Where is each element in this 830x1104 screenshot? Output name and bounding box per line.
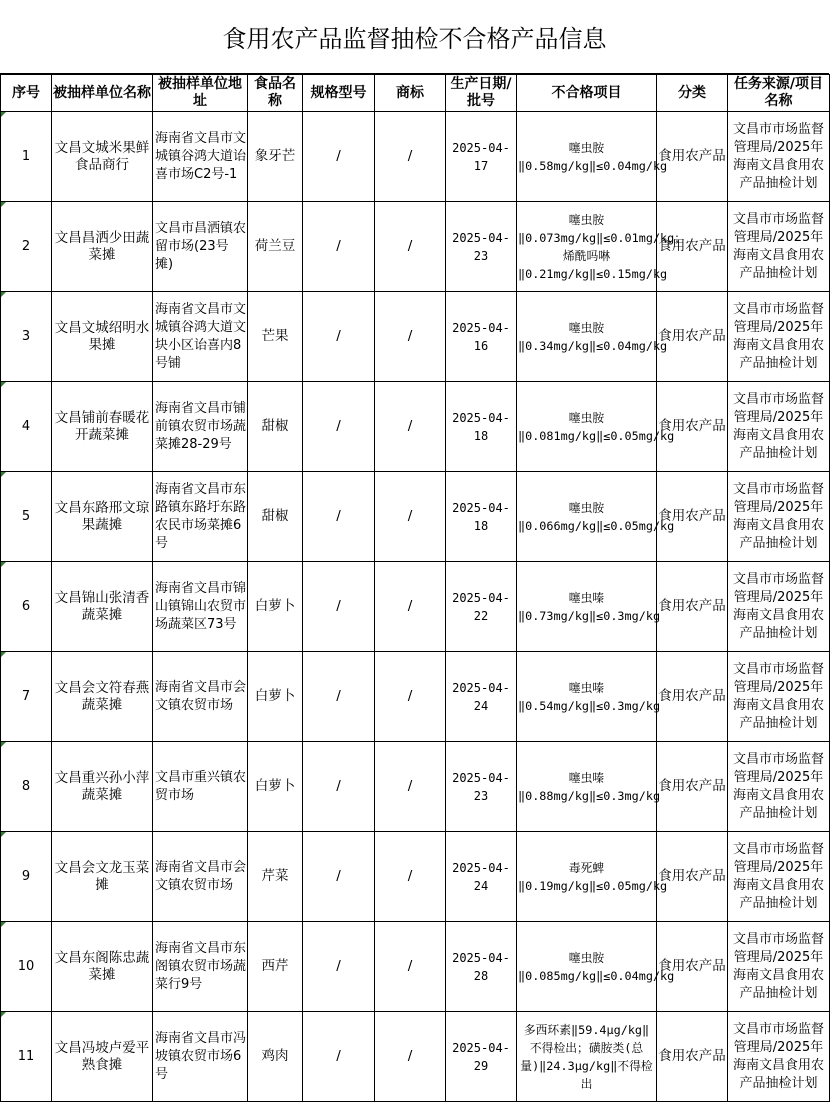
cell-brand[interactable]: / [375, 562, 446, 652]
cell-date[interactable]: 2025-04-18 [446, 472, 517, 562]
cell-unit-address[interactable]: 海南省文昌市东阁镇农贸市场蔬菜行9号 [153, 922, 248, 1012]
cell-spec[interactable]: / [303, 1012, 375, 1102]
cell-seq[interactable]: 1 [1, 112, 52, 202]
cell-fail-item[interactable]: 多西环素‖59.4μg/kg‖不得检出；磺胺类(总量)‖24.3μg/kg‖不得检出 [517, 1012, 657, 1102]
cell-category[interactable]: 食用农产品 [657, 832, 728, 922]
header-seq[interactable]: 序号 [1, 75, 52, 112]
cell-fail-item[interactable]: 噻虫胺‖0.073mg/kg‖≤0.01mg/kg；烯酰吗啉‖0.21mg/kg‖≤0.15mg/kg [517, 202, 657, 292]
cell-fail-item[interactable]: 噻虫胺‖0.085mg/kg‖≤0.04mg/kg [517, 922, 657, 1012]
cell-brand[interactable]: / [375, 112, 446, 202]
nonconforming-products-table [0, 74, 830, 1102]
cell-date[interactable]: 2025-04-22 [446, 562, 517, 652]
cell-food-name[interactable]: 白萝卜 [248, 562, 303, 652]
cell-date[interactable]: 2025-04-17 [446, 112, 517, 202]
cell-spec[interactable]: / [303, 202, 375, 292]
cell-category[interactable]: 食用农产品 [657, 1012, 728, 1102]
cell-unit-name[interactable]: 文昌冯坡卢爱平熟食摊 [52, 1012, 153, 1102]
cell-category[interactable]: 食用农产品 [657, 202, 728, 292]
cell-brand[interactable]: / [375, 1012, 446, 1102]
cell-category[interactable]: 食用农产品 [657, 112, 728, 202]
header-date[interactable]: 生产日期/批号 [446, 75, 517, 112]
cell-task[interactable]: 文昌市市场监督管理局/2025年海南文昌食用农产品抽检计划 [728, 202, 830, 292]
cell-brand[interactable]: / [375, 382, 446, 472]
cell-category[interactable]: 食用农产品 [657, 742, 728, 832]
cell-seq[interactable]: 5 [1, 472, 52, 562]
cell-seq[interactable]: 3 [1, 292, 52, 382]
cell-brand[interactable]: / [375, 922, 446, 1012]
cell-brand[interactable]: / [375, 292, 446, 382]
cell-task[interactable]: 文昌市市场监督管理局/2025年海南文昌食用农产品抽检计划 [728, 832, 830, 922]
cell-category[interactable]: 食用农产品 [657, 382, 728, 472]
cell-task[interactable]: 文昌市市场监督管理局/2025年海南文昌食用农产品抽检计划 [728, 1012, 830, 1102]
cell-food-name[interactable]: 白萝卜 [248, 652, 303, 742]
cell-task[interactable]: 文昌市市场监督管理局/2025年海南文昌食用农产品抽检计划 [728, 112, 830, 202]
cell-unit-name[interactable]: 文昌会文龙玉菜摊 [52, 832, 153, 922]
cell-food-name[interactable]: 芹菜 [248, 832, 303, 922]
cell-date[interactable]: 2025-04-29 [446, 1012, 517, 1102]
cell-food-name[interactable]: 荷兰豆 [248, 202, 303, 292]
cell-unit-name[interactable]: 文昌文城米果鲜食品商行 [52, 112, 153, 202]
header-unit-address[interactable]: 被抽样单位地址 [153, 75, 248, 112]
cell-unit-address[interactable]: 海南省文昌市冯坡镇农贸市场6号 [153, 1012, 248, 1102]
table-row [1, 562, 830, 652]
cell-unit-name[interactable]: 文昌东阁陈忠蔬菜摊 [52, 922, 153, 1012]
cell-category[interactable]: 食用农产品 [657, 472, 728, 562]
cell-food-name[interactable]: 白萝卜 [248, 742, 303, 832]
cell-seq[interactable]: 2 [1, 202, 52, 292]
header-unit-name[interactable]: 被抽样单位名称 [52, 75, 153, 112]
header-fail-item[interactable]: 不合格项目 [517, 75, 657, 112]
cell-date[interactable]: 2025-04-18 [446, 382, 517, 472]
table-row [1, 922, 830, 1012]
cell-spec[interactable]: / [303, 922, 375, 1012]
table-row [1, 112, 830, 202]
cell-date[interactable]: 2025-04-23 [446, 202, 517, 292]
table-body [1, 112, 830, 1102]
cell-unit-address[interactable]: 文昌市昌洒镇农留市场(23号摊) [153, 202, 248, 292]
cell-task[interactable]: 文昌市市场监督管理局/2025年海南文昌食用农产品抽检计划 [728, 922, 830, 1012]
cell-unit-address[interactable]: 海南省文昌市东路镇东路圩东路农民市场菜摊6号 [153, 472, 248, 562]
cell-seq[interactable]: 6 [1, 562, 52, 652]
cell-unit-address[interactable]: 海南省文昌市铺前镇农贸市场蔬菜摊28-29号 [153, 382, 248, 472]
cell-fail-item[interactable]: 噻虫胺‖0.34mg/kg‖≤0.04mg/kg [517, 292, 657, 382]
cell-unit-address[interactable]: 海南省文昌市会文镇农贸市场 [153, 652, 248, 742]
cell-unit-name[interactable]: 文昌重兴孙小萍蔬菜摊 [52, 742, 153, 832]
cell-food-name[interactable]: 西芹 [248, 922, 303, 1012]
cell-seq[interactable]: 8 [1, 742, 52, 832]
cell-seq[interactable]: 4 [1, 382, 52, 472]
cell-unit-address[interactable]: 海南省文昌市文城镇谷鸿大道诒喜市场C2号-1 [153, 112, 248, 202]
header-category[interactable]: 分类 [657, 75, 728, 112]
cell-task[interactable]: 文昌市市场监督管理局/2025年海南文昌食用农产品抽检计划 [728, 742, 830, 832]
cell-fail-item[interactable]: 噻虫胺‖0.066mg/kg‖≤0.05mg/kg [517, 472, 657, 562]
document-title: 食用农产品监督抽检不合格产品信息 [0, 0, 829, 74]
cell-category[interactable]: 食用农产品 [657, 652, 728, 742]
cell-unit-name[interactable]: 文昌文城绍明水果摊 [52, 292, 153, 382]
cell-task[interactable]: 文昌市市场监督管理局/2025年海南文昌食用农产品抽检计划 [728, 292, 830, 382]
cell-fail-item[interactable]: 噻虫嗪‖0.88mg/kg‖≤0.3mg/kg [517, 742, 657, 832]
cell-task[interactable]: 文昌市市场监督管理局/2025年海南文昌食用农产品抽检计划 [728, 472, 830, 562]
cell-spec[interactable]: / [303, 292, 375, 382]
table-row [1, 832, 830, 922]
table-row [1, 652, 830, 742]
cell-food-name[interactable]: 芒果 [248, 292, 303, 382]
cell-unit-address[interactable]: 海南省文昌市会文镇农贸市场 [153, 832, 248, 922]
cell-brand[interactable]: / [375, 202, 446, 292]
cell-date[interactable]: 2025-04-24 [446, 652, 517, 742]
cell-fail-item[interactable]: 噻虫胺‖0.081mg/kg‖≤0.05mg/kg [517, 382, 657, 472]
cell-task[interactable]: 文昌市市场监督管理局/2025年海南文昌食用农产品抽检计划 [728, 562, 830, 652]
table-row [1, 472, 830, 562]
cell-seq[interactable]: 11 [1, 1012, 52, 1102]
cell-spec[interactable]: / [303, 112, 375, 202]
cell-category[interactable]: 食用农产品 [657, 562, 728, 652]
cell-unit-name[interactable]: 文昌昌洒少田蔬菜摊 [52, 202, 153, 292]
header-task[interactable]: 任务来源/项目名称 [728, 75, 830, 112]
cell-category[interactable]: 食用农产品 [657, 292, 728, 382]
table-row [1, 292, 830, 382]
cell-spec[interactable]: / [303, 832, 375, 922]
cell-seq[interactable]: 7 [1, 652, 52, 742]
table-row [1, 202, 830, 292]
cell-brand[interactable]: / [375, 832, 446, 922]
table-row [1, 1012, 830, 1102]
cell-unit-name[interactable]: 文昌铺前春暖花开蔬菜摊 [52, 382, 153, 472]
cell-spec[interactable]: / [303, 382, 375, 472]
cell-unit-address[interactable]: 海南省文昌市文城镇谷鸿大道文块小区诒喜内8号铺 [153, 292, 248, 382]
header-brand[interactable]: 商标 [375, 75, 446, 112]
cell-brand[interactable]: / [375, 742, 446, 832]
cell-food-name[interactable]: 甜椒 [248, 382, 303, 472]
cell-spec[interactable]: / [303, 742, 375, 832]
cell-food-name[interactable]: 象牙芒 [248, 112, 303, 202]
cell-task[interactable]: 文昌市市场监督管理局/2025年海南文昌食用农产品抽检计划 [728, 382, 830, 472]
cell-unit-address[interactable]: 文昌市重兴镇农贸市场 [153, 742, 248, 832]
table-row [1, 382, 830, 472]
cell-date[interactable]: 2025-04-16 [446, 292, 517, 382]
header-spec[interactable]: 规格型号 [303, 75, 375, 112]
table-row [1, 742, 830, 832]
cell-unit-name[interactable]: 文昌会文符春燕蔬菜摊 [52, 652, 153, 742]
cell-fail-item[interactable]: 噻虫嗪‖0.73mg/kg‖≤0.3mg/kg [517, 562, 657, 652]
cell-brand[interactable]: / [375, 652, 446, 742]
cell-food-name[interactable]: 甜椒 [248, 472, 303, 562]
cell-task[interactable]: 文昌市市场监督管理局/2025年海南文昌食用农产品抽检计划 [728, 652, 830, 742]
cell-spec[interactable]: / [303, 652, 375, 742]
cell-unit-name[interactable]: 文昌锦山张清香蔬菜摊 [52, 562, 153, 652]
cell-fail-item[interactable]: 噻虫胺‖0.58mg/kg‖≤0.04mg/kg [517, 112, 657, 202]
cell-seq[interactable]: 9 [1, 832, 52, 922]
cell-category[interactable]: 食用农产品 [657, 922, 728, 1012]
cell-date[interactable]: 2025-04-28 [446, 922, 517, 1012]
cell-seq[interactable]: 10 [1, 922, 52, 1012]
cell-brand[interactable]: / [375, 472, 446, 562]
cell-date[interactable]: 2025-04-23 [446, 742, 517, 832]
header-food-name[interactable]: 食品名称 [248, 75, 303, 112]
cell-fail-item[interactable]: 噻虫嗪‖0.54mg/kg‖≤0.3mg/kg [517, 652, 657, 742]
cell-spec[interactable]: / [303, 472, 375, 562]
header-row [1, 75, 830, 112]
cell-unit-name[interactable]: 文昌东路邢文琼果蔬摊 [52, 472, 153, 562]
cell-fail-item[interactable]: 毒死蜱‖0.19mg/kg‖≤0.05mg/kg [517, 832, 657, 922]
cell-date[interactable]: 2025-04-24 [446, 832, 517, 922]
cell-food-name[interactable]: 鸡肉 [248, 1012, 303, 1102]
cell-spec[interactable]: / [303, 562, 375, 652]
cell-unit-address[interactable]: 海南省文昌市锦山镇锦山农贸市场蔬菜区73号 [153, 562, 248, 652]
